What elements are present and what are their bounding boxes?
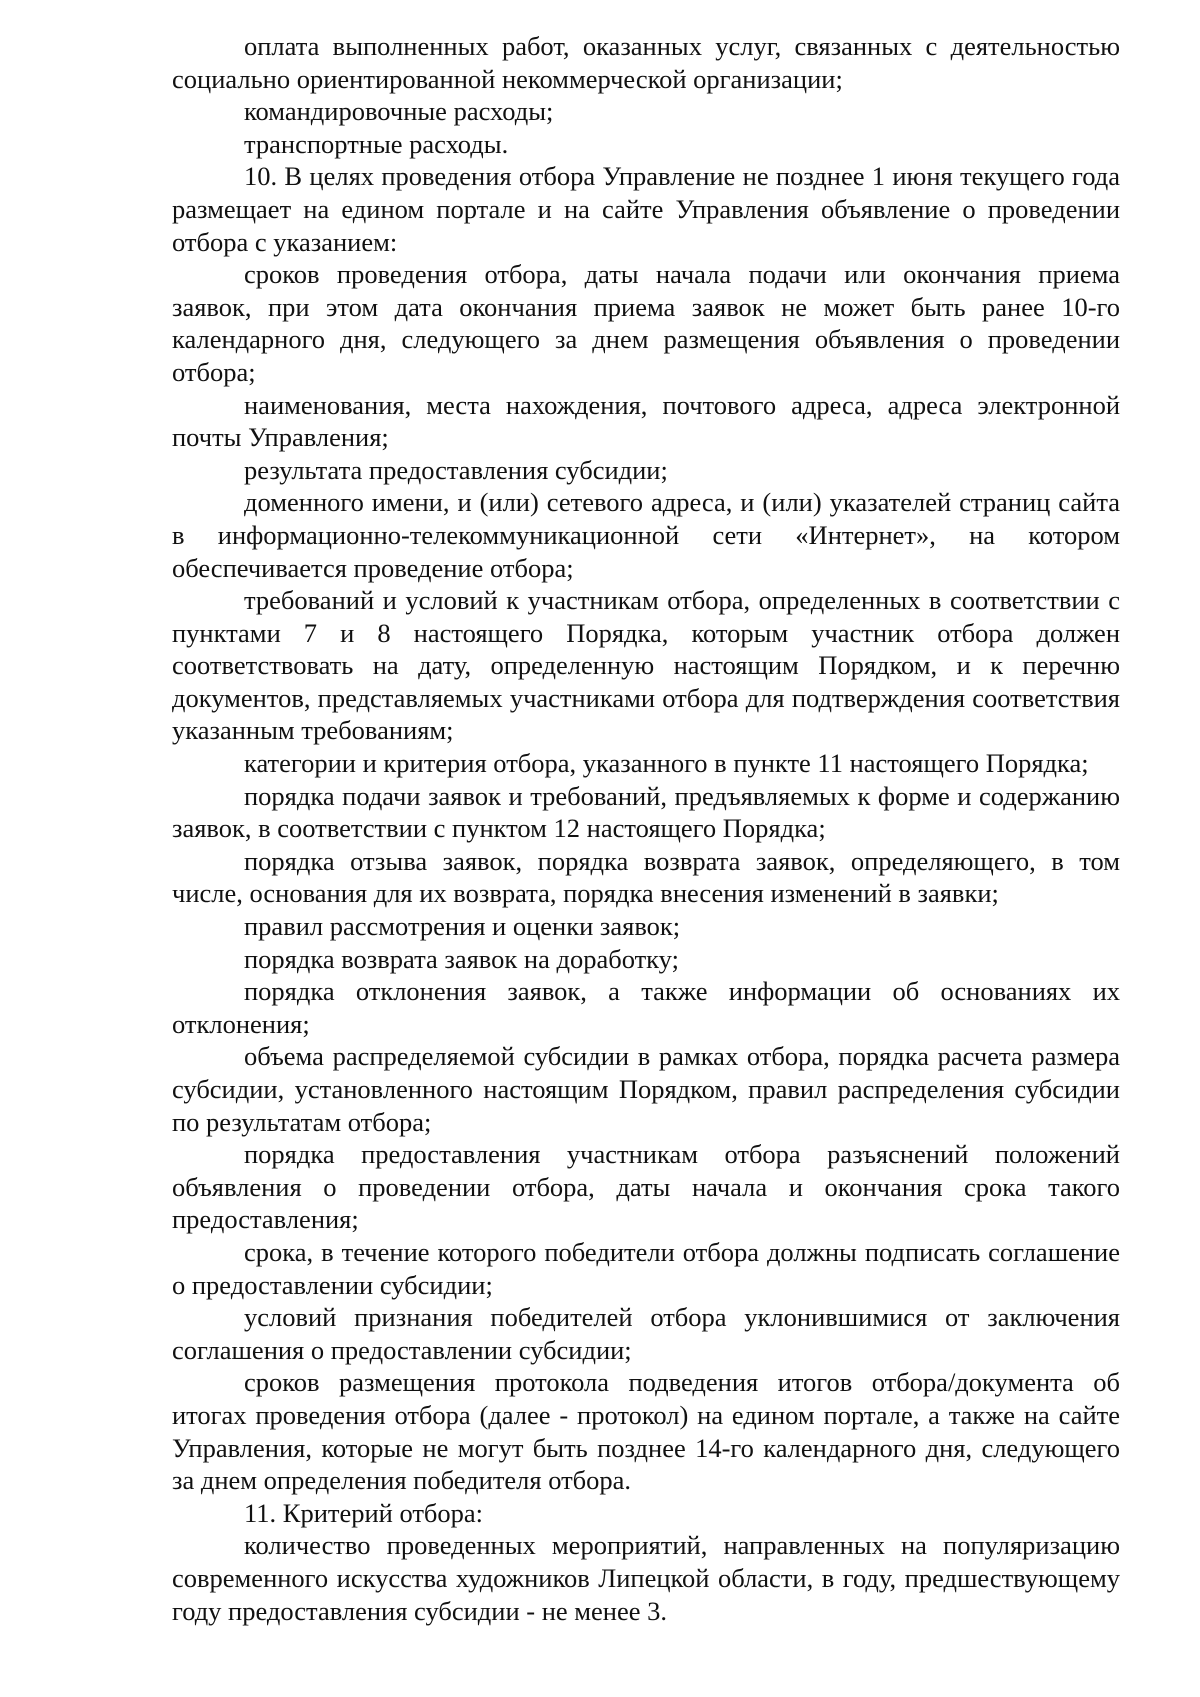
paragraph-category-criterion: категории и критерия отбора, указанного в пункте 11 настоящего Порядка;	[244, 748, 1089, 779]
paragraph-payment-for-works: оплата выполненных работ, оказанных услуг, связанных с деятельностью социально ориентированной некоммерческой организации;	[172, 31, 1120, 94]
paragraph-participant-requirements: требований и условий к участникам отбора, определенных в соответствии с пунктами 7 и 8 настоящего Порядка, которым участник отбора должен соответствовать на дату, определенную настоящим Порядком, и к перечню документов, представляемых участниками отбора для подтверждения соответствия указанным требованиям;	[172, 585, 1120, 746]
paragraph-transport-expenses: транспортные расходы.	[244, 128, 509, 159]
paragraph-application-withdrawal: порядка отзыва заявок, порядка возврата заявок, определяющего, в том числе, основания для их возврата, порядка внесения изменений в заявки;	[172, 845, 1120, 909]
paragraph-item-11-heading: 11. Критерий отбора:	[244, 1497, 484, 1528]
paragraph-application-submission: порядка подачи заявок и требований, предъявляемых к форме и содержанию заявок, в соответствии с пунктом 12 настоящего Порядка;	[172, 780, 1120, 844]
paragraph-protocol-deadlines: сроков размещения протокола подведения итогов отбора/документа об итогах проведения отбора (далее - протокол) на едином портале, а также на сайте Управления, которые не могут быть позднее 14-го календарного дня, следующего за днем определения победителя отбора.	[172, 1367, 1120, 1496]
paragraph-subsidy-result: результата предоставления субсидии;	[244, 454, 668, 485]
paragraph-return-for-revision: порядка возврата заявок на доработку;	[244, 943, 679, 974]
paragraph-evasion-conditions: условий признания победителей отбора уклонившимися от заключения соглашения о предоставлении субсидии;	[172, 1302, 1120, 1365]
paragraph-name-and-address: наименования, места нахождения, почтового адреса, адреса электронной почты Управления;	[172, 389, 1120, 453]
paragraph-review-rules: правил рассмотрения и оценки заявок;	[244, 911, 681, 942]
paragraph-item-10: 10. В целях проведения отбора Управление не позднее 1 июня текущего года размещает на едином портале и на сайте Управления объявление о проведении отбора с указанием:	[172, 161, 1120, 257]
paragraph-rejection: порядка отклонения заявок, а также информации об основаниях их отклонения;	[172, 976, 1120, 1039]
paragraph-signing-deadline: срока, в течение которого победители отбора должны подписать соглашение о предоставлении субсидии;	[172, 1236, 1120, 1300]
paragraph-domain-name: доменного имени, и (или) сетевого адреса, и (или) указателей страниц сайта в информационно-телекоммуникационной сети «Интернет», на котором обеспечивается проведение отбора;	[172, 487, 1120, 583]
paragraph-selection-dates: сроков проведения отбора, даты начала подачи или окончания приема заявок, при этом дата окончания приема заявок не может быть ранее 10-го календарного дня, следующего за днем размещения объявления о проведении отбора;	[172, 259, 1120, 387]
paragraph-travel-expenses: командировочные расходы;	[244, 96, 554, 127]
document-page	[172, 30, 1120, 1627]
paragraph-events-count: количество проведенных мероприятий, направленных на популяризацию современного искусства художников Липецкой области, в году, предшествующему году предоставления субсидии - не менее 3.	[172, 1530, 1120, 1626]
paragraph-clarifications: порядка предоставления участникам отбора разъяснений положений объявления о проведении отбора, даты начала и окончания срока такого предоставления;	[172, 1139, 1120, 1235]
paragraph-subsidy-volume: объема распределяемой субсидии в рамках отбора, порядка расчета размера субсидии, установленного настоящим Порядком, правил распределения субсидии по результатам отбора;	[172, 1041, 1120, 1137]
